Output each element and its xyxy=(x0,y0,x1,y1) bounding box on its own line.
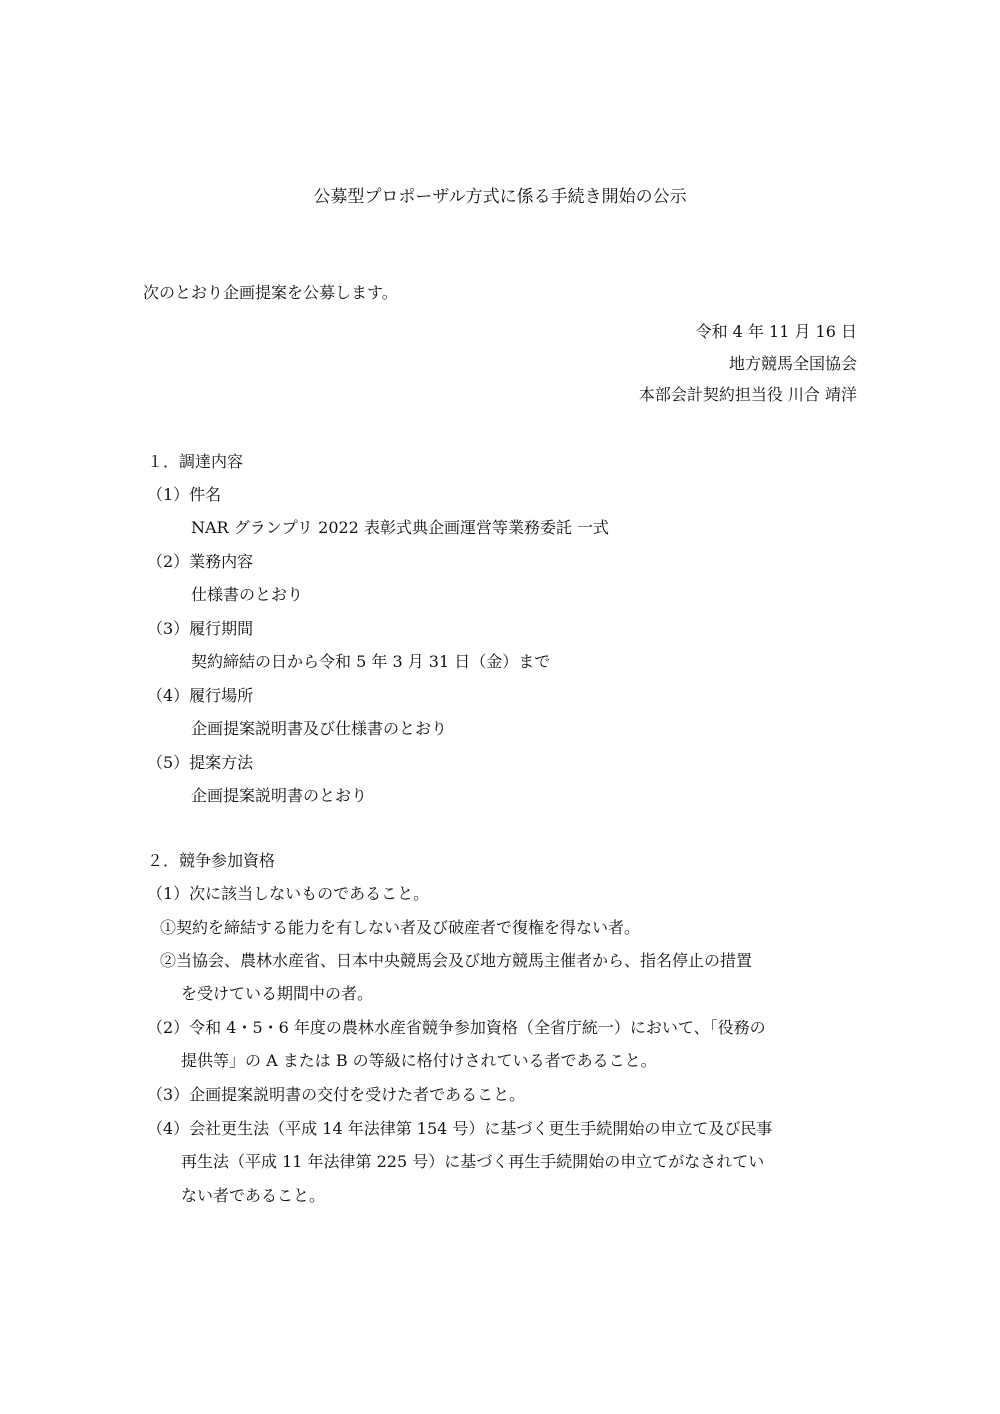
section-1-item-3-text: 契約締結の日から令和 5 年 3 月 31 日（金）まで xyxy=(191,652,551,671)
section-1-item-5-text: 企画提案説明書のとおり xyxy=(191,786,368,805)
intro-text: 次のとおり企画提案を公募します。 xyxy=(143,283,398,302)
section-2-item-1-sub-2-line-2: を受けている期間中の者。 xyxy=(181,984,374,1003)
section-2-item-2-line-1: （2）令和 4・5・6 年度の農林水産省競争参加資格（全省庁統一）において、「役務の xyxy=(147,1018,766,1037)
section-2-heading: ２．競争参加資格 xyxy=(147,851,276,870)
page-title: 公募型プロポーザル方式に係る手続き開始の公示 xyxy=(313,187,687,207)
section-1-item-2-label: （2）業務内容 xyxy=(147,552,254,571)
section-1-item-1-text: NAR グランプリ 2022 表彰式典企画運営等業務委託 一式 xyxy=(191,518,610,537)
contract-officer: 本部会計契約担当役 川合 靖洋 xyxy=(638,385,857,404)
section-2-item-1-label: （1）次に該当しないものであること。 xyxy=(147,884,430,903)
notice-date: 令和 4 年 11 月 16 日 xyxy=(695,322,857,341)
section-2-item-1-sub-2-line-1: ②当協会、農林水産省、日本中央競馬会及び地方競馬主催者から、指名停止の措置 xyxy=(160,951,753,970)
section-2-item-4-line-1: （4）会社更生法（平成 14 年法律第 154 号）に基づく更生手続開始の申立て及び民事 xyxy=(147,1119,773,1138)
section-2-item-2-line-2: 提供等」の A または B の等級に格付けされている者であること。 xyxy=(181,1051,657,1070)
section-1-item-4-text: 企画提案説明書及び仕様書のとおり xyxy=(191,719,448,738)
section-1-heading: １．調達内容 xyxy=(147,452,244,471)
section-1-item-3-label: （3）履行期間 xyxy=(147,619,254,638)
section-1-item-5-label: （5）提案方法 xyxy=(147,753,254,772)
section-2-item-1-sub-1: ①契約を締結する能力を有しない者及び破産者で復権を得ない者。 xyxy=(160,918,641,937)
organization-name: 地方競馬全国協会 xyxy=(728,354,857,373)
section-2-item-4-line-3: ない者であること。 xyxy=(181,1186,326,1205)
section-1-item-2-text: 仕様書のとおり xyxy=(191,585,304,604)
section-2-item-3-line-1: （3）企画提案説明書の交付を受けた者であること。 xyxy=(147,1085,526,1104)
section-1-item-4-label: （4）履行場所 xyxy=(147,686,254,705)
section-2-item-4-line-2: 再生法（平成 11 年法律第 225 号）に基づく再生手続開始の申立てがなされてい xyxy=(181,1152,765,1171)
section-1-item-1-label: （1）件名 xyxy=(147,485,222,504)
